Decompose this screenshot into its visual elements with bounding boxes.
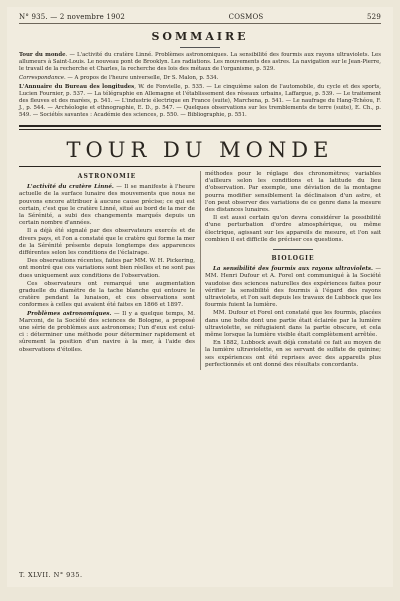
section-divider bbox=[273, 249, 313, 250]
left-column bbox=[19, 171, 195, 370]
page-footer: T. XLVII. N° 935. bbox=[19, 571, 83, 579]
article-paragraph: L'activité du cratère Linné. — Il se manifeste à l'heure actuelle de la surface lunaire des mouvements que nous ne pouvons encore attribuer à aucune cause précise; ce qui est certain, c'est que le cratère Linné, situé au bord de la mer de la Sérénité, a subi des changements marqués depuis un certain nombre d'années. bbox=[19, 184, 195, 227]
article-paragraph: La sensibilité des fourmis aux rayons ultraviolets. — MM. Henri Dufour et A. Forel ont communiqué à la Société vaudoise des sciences naturelles des expériences faites pour vérifier la sensibilité des fourmis à l'égard des rayons ultraviolets, et l'on sait depuis les travaux de Lubbock que les fourmis fuient la lumière. bbox=[205, 266, 381, 309]
article-paragraph: Ces observateurs ont remarqué une augmentation graduelle du diamètre de la tache blanche qui entoure le cratère pendant la lunaison, et ces observations sont conformes à celles qui avaient été faites en 1866 et 1897. bbox=[19, 280, 195, 309]
summary-entry: Tour du monde. — L'activité du cratère Linné. Problèmes astronomiques. La sensibilité des fourmis aux rayons ultraviolets. Les allumeurs à Saint-Louis. Le nouveau pont de Brooklyn. Les radiations. Les mouvements des astres. La navigation sur le Jean-Pierre, le travail de la recherche et Charles, la recherche des lois des métaux de l'organisme, p. 529. bbox=[19, 52, 381, 72]
section-rule-top bbox=[19, 125, 381, 127]
journal-page bbox=[7, 7, 393, 587]
article-paragraph: Il est aussi certain qu'on devra considérer la possibilité d'une perturbation d'ordre atmosphérique, ou même électrique, agissant sur les appareils de mesure, et l'on sait combien il est difficile de préciser ces questions. bbox=[205, 215, 381, 243]
journal-name: COSMOS bbox=[228, 13, 264, 21]
page-number: 529 bbox=[367, 13, 381, 21]
title-rule bbox=[19, 166, 381, 167]
article-paragraph: méthodes pour le réglage des chronomètres; variables d'ailleurs selon les conditions et la latitude du lieu d'observation. Par exemple, une déviation de la montagne pourra modifier sensiblement la déclinaison d'un astre, et l'on peut observer des variations de ce genre dans la mesure des distances lunaires. bbox=[205, 171, 381, 214]
section-title: TOUR DU MONDE bbox=[66, 138, 334, 162]
right-column bbox=[205, 171, 381, 370]
article-paragraph: MM. Dufour et Forel ont constaté que les fourmis, placées dans une boîte dont une partie était éclairée par la lumière ultraviolette, se réfugiaient dans la partie obscure, et cela même lorsque la lumière visible était complètement arrêtée. bbox=[205, 310, 381, 339]
summary-section bbox=[19, 30, 381, 119]
page-header bbox=[19, 13, 381, 24]
issue-number: N° 935. — 2 novembre 1902 bbox=[19, 13, 126, 21]
article-columns bbox=[19, 171, 381, 370]
section-rule-bottom bbox=[19, 129, 381, 130]
astronomy-heading: ASTRONOMIE bbox=[77, 173, 137, 180]
summary-title: SOMMAIRE bbox=[151, 30, 249, 43]
article-paragraph: Des observations récentes, faites par MM. W. H. Pickering, ont montré que ces variations sont bien réelles et ne sont pas dues uniquement aux conditions de l'observation. bbox=[19, 258, 195, 279]
column-divider bbox=[200, 171, 201, 370]
summary-entry: L'Annuaire du Bureau des longitudes, W. de Fonvielle, p. 535. — Le cinquième salon de l'automobile, du cycle et des sports, Lucien Fournier, p. 537. — La télégraphie en Allemagne et l'établissement des réseaux urbains, Laffargue, p. 539. — Le traitement des fleuves et des marées, p. 541. — L'industrie électrique en France (suite), Marchena, p. 541. — Le naufrage du Hang-Tchéou, F. J., p. 544. — Archéologie et ethnographie, E. D., p. 547. — Quelques observations sur les tremblements de terre (suite), E. Ch., p. 549. — Sociétés savantes : Académie des sciences, p. 550. — Bibliographie, p. 551. bbox=[19, 84, 381, 118]
article-paragraph: Il a déjà été signalé par des observateurs exercés et de divers pays, et l'on a constaté que le cratère qui forme la mer de la Sérénité présente depuis longtemps des apparences différentes selon les conditions de l'éclairage. bbox=[19, 228, 195, 257]
summary-rule bbox=[180, 47, 220, 48]
summary-entry: Correspondance. — A propos de l'heure universelle, Dr S. Malon, p. 534. bbox=[19, 75, 219, 81]
article-paragraph: Problèmes astronomiques. — Il y a quelque temps, M. Marconi, de la Société des sciences de Bologne, a proposé une série de problèmes aux astronomes; l'un d'eux est celui-ci : déterminer une méthode pour déterminer rapidement et sûrement la position d'un navire à la mer, à l'aide des observations d'étoiles. bbox=[19, 310, 195, 353]
biology-heading: BIOLOGIE bbox=[271, 255, 315, 263]
article-paragraph: En 1882, Lubbock avait déjà constaté ce fait au moyen de la lumière ultraviolette, en se servant de sulfate de quinine; ses expériences ont été reprises avec des appareils plus perfectionnés et ont donné des résultats concordants. bbox=[205, 340, 381, 368]
